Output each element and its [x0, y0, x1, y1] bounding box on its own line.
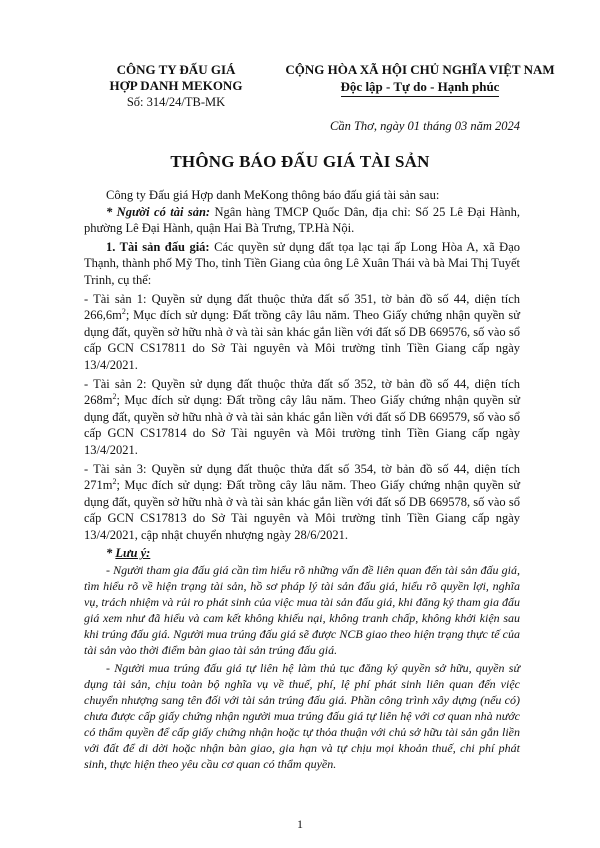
company-name-line2: HỢP DANH MEKONG — [109, 78, 243, 93]
asset-item-lead: - Tài sản 1: Quyền sử dụng đất thuộc thửa đất số 351, tờ bản đồ số 44, diện tích 266,6m — [84, 291, 520, 323]
document-title: THÔNG BÁO ĐẤU GIÁ TÀI SẢN — [170, 152, 430, 171]
republic-name: CỘNG HÒA XÃ HỘI CHỦ NGHĨA VIỆT NAM — [285, 62, 555, 77]
owner-paragraph — [84, 204, 520, 237]
asset-item-2 — [84, 376, 520, 459]
asset-text: Các quyền sử dụng đất tọa lạc tại ấp Long Hòa A, xã Đạo Thạnh, thành phố Mỹ Tho, tỉnh Tiền Giang của ông Lê Xuân Thái và bà Mai Thị Tuyết Trinh, cụ thể: — [84, 239, 520, 287]
asset-item-lead: - Tài sản 2: Quyền sử dụng đất thuộc thửa đất số 352, tờ bản đồ số 44, diện tích 268m — [84, 376, 520, 408]
asset-item-lead: - Tài sản 3: Quyền sử dụng đất thuộc thửa đất số 354, tờ bản đồ số 44, diện tích 271m — [84, 461, 520, 493]
national-motto: Độc lập - Tự do - Hạnh phúc — [341, 79, 500, 97]
note-paragraph-2: - Người mua trúng đấu giá tự liên hệ làm thủ tục đăng ký quyền sở hữu, quyền sử dụng tài sản, chịu toàn bộ nghĩa vụ về thuế, phí, lệ phí phát sinh liên quan đến việc chuyển nhượng sang tên đối với tài sản trúng đấu giá. Phần công trình xây dựng (nếu có) chưa được cấp giấy chứng nhận người mua trúng đấu giá tự liên hệ với cơ quan nhà nước có thẩm quyền để cấp giấy chứng nhận hoặc tự thỏa thuận với chủ sở hữu tài sản gắn liền với đất để di dời hoặc nhận bàn giao, gia hạn và tự chịu mọi khoản thuế, chi phí phát sinh, thực hiện theo yêu cầu cơ quan có thẩm quyền. — [84, 661, 520, 772]
asset-label: 1. Tài sản đấu giá: — [106, 239, 210, 254]
document-body — [84, 187, 520, 772]
area-unit-exponent: 2 — [112, 476, 117, 486]
page-number: 1 — [297, 817, 303, 831]
asset-paragraph — [84, 239, 520, 289]
asset-item-rest: ; Mục đích sử dụng: Đất trồng cây lâu năm. Theo Giấy chứng nhận quyền sử dụng đất, quyền sở hữu nhà ở và tài sản khác gắn liền với đất số DB 669576, số vào sổ cấp GCN CS17811 do Sở Tài nguyên và Môi trường tỉnh Tiền Giang cấp ngày 13/4/2021. — [84, 308, 520, 372]
area-unit-exponent: 2 — [112, 391, 117, 401]
owner-label: * Người có tài sản: — [106, 204, 211, 219]
document-number: Số: 314/24/TB-MK — [126, 95, 226, 109]
asset-item-3 — [84, 461, 520, 544]
company-header — [96, 62, 256, 111]
area-unit-exponent: 2 — [121, 307, 126, 316]
note-star: * — [106, 546, 116, 561]
note-heading — [84, 545, 520, 562]
asset-item-rest: ; Mục đích sử dụng: Đất trồng cây lâu năm. Theo Giấy chứng nhận quyền sử dụng đất, quyền sở hữu nhà ở và tài sản khác gắn liền với đất số DB 669578, số vào sổ cấp GCN CS17813 do Sở Tài nguyên và Môi trường tỉnh Tiền Giang cấp ngày 13/4/2021, cập nhật chuyển nhượng ngày 28/6/2021. — [84, 478, 520, 542]
note-label: Lưu ý: — [115, 546, 151, 561]
date-line: Cần Thơ, ngày 01 tháng 03 năm 2024 — [330, 119, 521, 133]
company-name-line1: CÔNG TY ĐẤU GIÁ — [116, 62, 236, 77]
asset-item-rest: ; Mục đích sử dụng: Đất trồng cây lâu năm. Theo Giấy chứng nhận quyền sử dụng đất, quyền sở hữu nhà ở và tài sản khác gắn liền với đất số DB 669579, số vào sổ cấp GCN CS17814 do Sở Tài nguyên và Môi trường tỉnh Tiền Giang cấp ngày 13/4/2021. — [84, 393, 520, 457]
intro-paragraph: Công ty Đấu giá Hợp danh MeKong thông báo đấu giá tài sản sau: — [106, 188, 440, 202]
national-header — [270, 62, 570, 97]
asset-item-1 — [84, 291, 520, 374]
note-paragraph-1: - Người tham gia đấu giá cần tìm hiểu rõ những vấn đề liên quan đến tài sản đấu giá, tìm hiểu rõ về hiện trạng tài sản, hồ sơ pháp lý tài sản đấu giá, hiểu rõ quyền lợi, nghĩa vụ, trách nhiệm và rủi ro phát sinh của việc mua tài sản đấu giá, khi đăng ký tham gia đấu giá xem như đã hiểu và cam kết không khiếu nại, không tranh chấp, không khởi kiện sau khi trúng đấu giá. Người mua trúng đấu giá sẽ được NCB giao theo hiện trạng thực tế của tài sản vào thời điểm bàn giao tài sản trúng đấu giá. — [84, 563, 520, 658]
owner-text: Ngân hàng TMCP Quốc Dân, địa chỉ: Số 25 Lê Đại Hành, phường Lê Đại Hành, quận Hai Bà Trưng, TP.Hà Nội. — [84, 204, 520, 236]
